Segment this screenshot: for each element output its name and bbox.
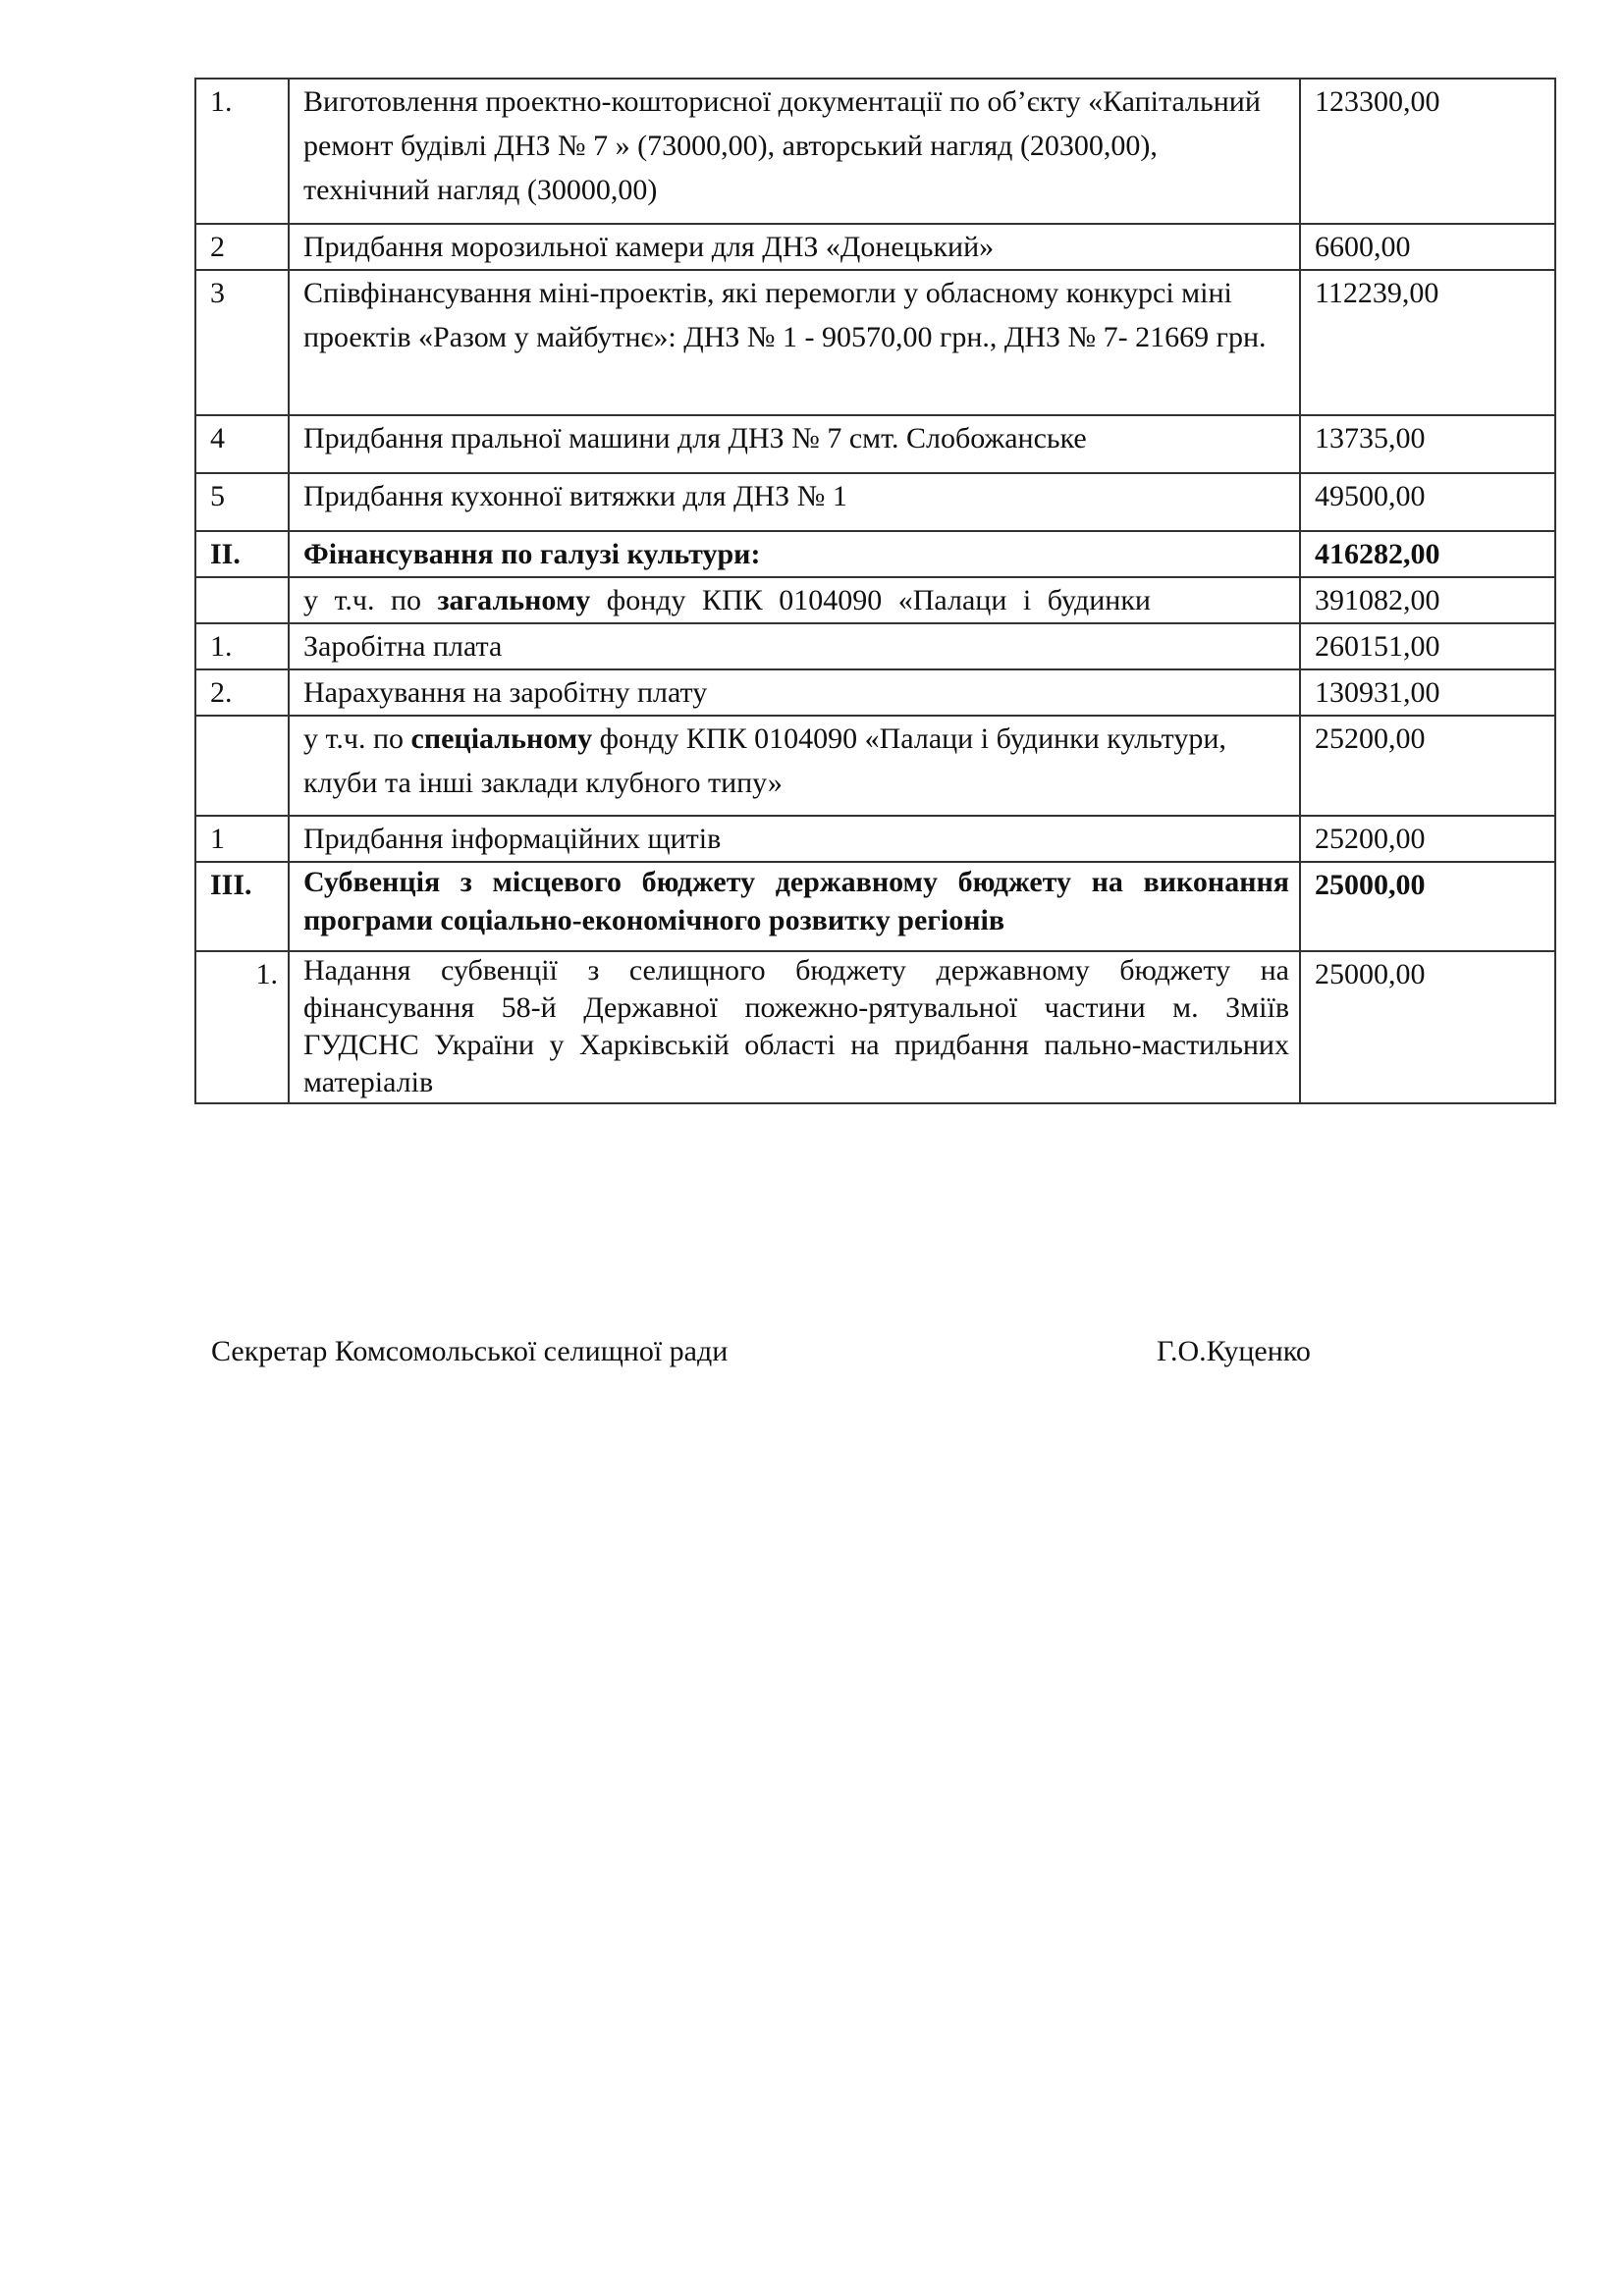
- signatory-name: Г.О.Куценко: [1157, 1335, 1311, 1367]
- table-row: [195, 270, 1555, 415]
- row-number: 2: [195, 224, 289, 270]
- subtotal-row-special-fund: [195, 716, 1555, 816]
- row-description: Придбання кухонної витяжки для ДНЗ № 1: [289, 473, 1300, 531]
- row-description: Надання субвенції з селищного бюджету державному бюджету на фінансування 58-й Державної пожежно-рятувальної частини м. Зміїв ГУДСНС України у Харківській області на придбання пально-мастильних матеріалів: [289, 951, 1300, 1103]
- budget-table: [194, 78, 1556, 1104]
- section-row-culture: [195, 531, 1555, 577]
- row-number: 2.: [195, 669, 289, 716]
- section-number: ІІІ.: [195, 862, 289, 951]
- row-description: Придбання морозильної камери для ДНЗ «Донецький»: [289, 224, 1300, 270]
- row-number: 3: [195, 270, 289, 415]
- description-suffix: фонду КПК 0104090 «Палаци і будинки: [590, 584, 1151, 616]
- table-row: [195, 669, 1555, 716]
- signatory-position: Секретар Комсомольської селищної ради: [211, 1335, 729, 1367]
- table-row: [195, 623, 1555, 669]
- section-title: Фінансування по галузі культури:: [289, 531, 1300, 577]
- description-prefix: у т.ч. по: [303, 584, 438, 616]
- row-description: [289, 577, 1300, 623]
- row-number: [195, 716, 289, 816]
- row-description: Співфінансування міні-проектів, які перемогли у обласному конкурсі міні проектів «Разом у майбутнє»: ДНЗ № 1 - 90570,00 грн., ДНЗ № 7- 21669 грн.: [289, 270, 1300, 415]
- row-amount: 391082,00: [1300, 577, 1555, 623]
- section-amount: 416282,00: [1300, 531, 1555, 577]
- row-amount: 25200,00: [1300, 716, 1555, 816]
- table-row: [195, 473, 1555, 531]
- row-description: Придбання інформаційних щитів: [289, 816, 1300, 862]
- row-number: 4: [195, 415, 289, 473]
- row-amount: 112239,00: [1300, 270, 1555, 415]
- section-title: Субвенція з місцевого бюджету державному бюджету на виконання програми соціально-економічного розвитку регіонів: [289, 862, 1300, 951]
- row-amount: 130931,00: [1300, 669, 1555, 716]
- row-amount: 123300,00: [1300, 79, 1555, 224]
- description-suffix: фонду КПК 0104090 «Палаци і будинки культури, клуби та інші заклади клубного типу»: [303, 722, 1226, 799]
- row-number: 1.: [195, 623, 289, 669]
- section-amount: 25000,00: [1300, 862, 1555, 951]
- row-number: 5: [195, 473, 289, 531]
- table-row: [195, 224, 1555, 270]
- row-description: Заробітна плата: [289, 623, 1300, 669]
- row-description: Нарахування на заробітну плату: [289, 669, 1300, 716]
- row-description: Придбання пральної машини для ДНЗ № 7 смт. Слобожанське: [289, 415, 1300, 473]
- table-row: [195, 79, 1555, 224]
- row-amount: 25200,00: [1300, 816, 1555, 862]
- row-description: [289, 716, 1300, 816]
- table-row: [195, 816, 1555, 862]
- row-amount: 6600,00: [1300, 224, 1555, 270]
- row-number: [195, 577, 289, 623]
- row-number: 1.: [195, 79, 289, 224]
- table-row: [195, 951, 1555, 1103]
- section-row-subvention: [195, 862, 1555, 951]
- row-number: 1.: [195, 951, 289, 1103]
- row-description: Виготовлення проектно-кошторисної документації по об’єкту «Капітальний ремонт будівлі ДНЗ № 7 » (73000,00), авторський нагляд (20300,00), технічний нагляд (30000,00): [289, 79, 1300, 224]
- row-amount: 25000,00: [1300, 951, 1555, 1103]
- row-amount: 49500,00: [1300, 473, 1555, 531]
- section-number: ІІ.: [195, 531, 289, 577]
- table-row: [195, 415, 1555, 473]
- subtotal-row-general-fund: [195, 577, 1555, 623]
- row-amount: 13735,00: [1300, 415, 1555, 473]
- row-amount: 260151,00: [1300, 623, 1555, 669]
- description-prefix: у т.ч. по: [303, 722, 411, 755]
- description-emphasis: спеціальному: [410, 722, 593, 755]
- row-number: 1: [195, 816, 289, 862]
- description-emphasis: загальному: [437, 584, 591, 616]
